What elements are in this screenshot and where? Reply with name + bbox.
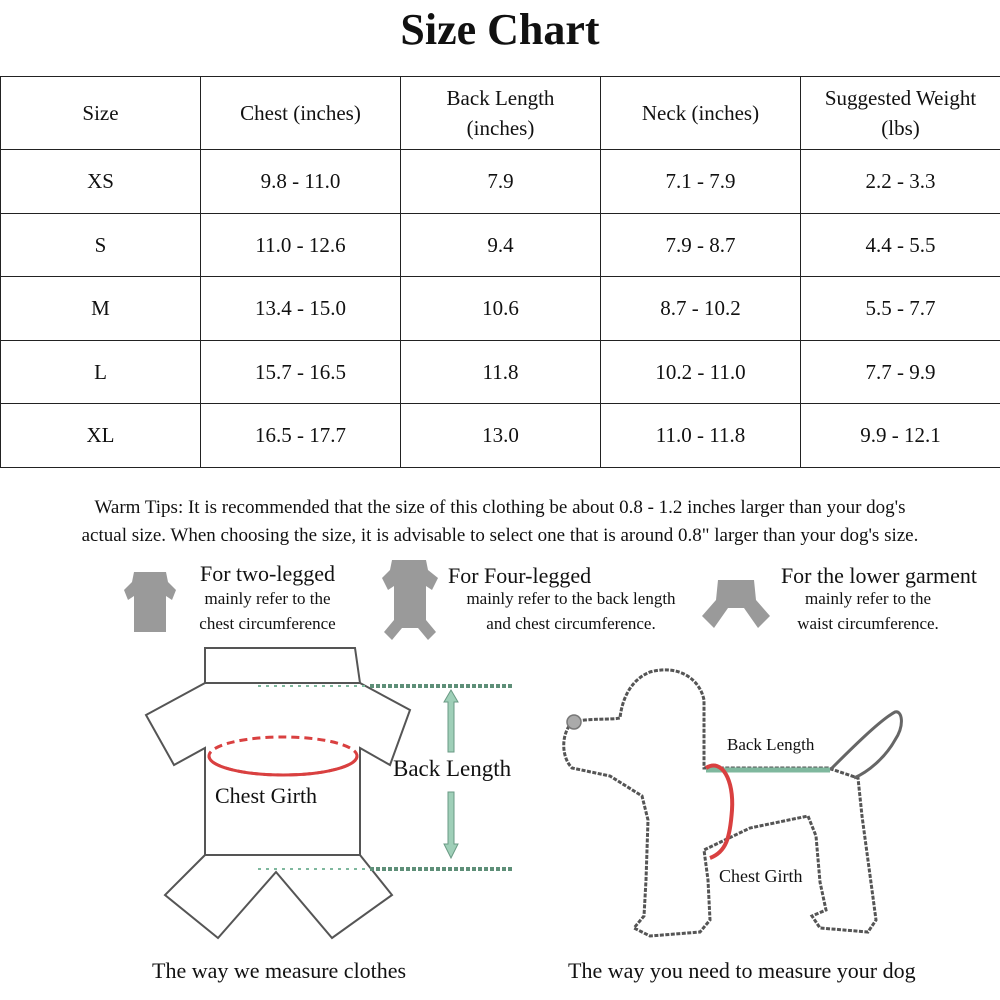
clothes-measure-diagram — [140, 640, 530, 950]
category-four-legged-title: For Four-legged — [448, 563, 592, 588]
page-title: Size Chart — [400, 5, 600, 54]
category-two-legged-sub-2: chest circumference — [199, 614, 336, 633]
cell-size: L — [1, 340, 201, 404]
size-chart-table — [0, 76, 1000, 468]
lower-garment-icon — [700, 578, 772, 632]
cell-size: M — [1, 277, 201, 341]
category-four-legged-sub-2: and chest circumference. — [486, 614, 656, 633]
dog-outline — [564, 670, 876, 936]
cell-size: XL — [1, 404, 201, 468]
header-label: Back Length — [446, 86, 555, 110]
cell-back-length: 11.8 — [401, 340, 601, 404]
header-label-unit: (lbs) — [881, 116, 920, 140]
dog-nose — [567, 715, 581, 729]
table-row — [1, 404, 1000, 468]
cell-chest: 13.4 - 15.0 — [201, 277, 401, 341]
dog-back-length-label: Back Length — [727, 735, 815, 754]
cell-back-length: 13.0 — [401, 404, 601, 468]
cell-weight: 4.4 - 5.5 — [801, 213, 1000, 277]
cell-back-length: 9.4 — [401, 213, 601, 277]
dog-diagram-caption: The way you need to measure your dog — [568, 958, 916, 983]
cell-neck: 7.9 - 8.7 — [601, 213, 801, 277]
warm-tips — [0, 494, 1000, 550]
cell-weight: 9.9 - 12.1 — [801, 404, 1000, 468]
header-label: Size — [82, 101, 119, 125]
clothes-back-length-label: Back Length — [393, 756, 512, 781]
header-label: Neck (inches) — [641, 101, 760, 125]
cell-chest: 15.7 - 16.5 — [201, 340, 401, 404]
body-shape — [146, 683, 410, 855]
category-lower-garment-sub-2: waist circumference. — [797, 614, 939, 633]
header-label: Chest (inches) — [240, 101, 361, 125]
cell-back-length: 7.9 — [401, 150, 601, 214]
warm-tips-line-1: Warm Tips: It is recommended that the size of this clothing be about 0.8 - 1.2 inches larger than your dog's — [94, 497, 906, 518]
header-size — [1, 77, 201, 150]
header-label-unit: (inches) — [466, 116, 535, 140]
cell-chest: 11.0 - 12.6 — [201, 213, 401, 277]
header-chest — [201, 77, 401, 150]
cell-neck: 10.2 - 11.0 — [601, 340, 801, 404]
header-neck — [601, 77, 801, 150]
dog-tail — [830, 712, 901, 778]
category-lower-garment-title: For the lower garment — [780, 563, 978, 588]
cell-weight: 7.7 - 9.9 — [801, 340, 1000, 404]
cell-weight: 2.2 - 3.3 — [801, 150, 1000, 214]
two-legged-garment-icon — [122, 570, 178, 634]
cell-weight: 5.5 - 7.7 — [801, 277, 1000, 341]
table-row — [1, 277, 1000, 341]
collar-shape — [205, 648, 360, 683]
warm-tips-line-2: actual size. When choosing the size, it is advisable to select one that is around 0.8" larger than your dog's size. — [81, 525, 919, 546]
category-four-legged-sub-1: mainly refer to the back length — [466, 589, 676, 608]
header-label: Suggested Weight — [824, 86, 977, 110]
clothes-diagram-caption: The way we measure clothes — [152, 958, 407, 983]
cell-neck: 11.0 - 11.8 — [601, 404, 801, 468]
cell-neck: 8.7 - 10.2 — [601, 277, 801, 341]
cell-back-length: 10.6 — [401, 277, 601, 341]
table-header-row — [1, 77, 1000, 150]
cell-size: XS — [1, 150, 201, 214]
cell-size: S — [1, 213, 201, 277]
cell-chest: 16.5 - 17.7 — [201, 404, 401, 468]
legs-shape — [165, 855, 392, 938]
cell-chest: 9.8 - 11.0 — [201, 150, 401, 214]
dog-measure-diagram — [550, 640, 930, 960]
header-back-length — [401, 77, 601, 150]
cell-neck: 7.1 - 7.9 — [601, 150, 801, 214]
category-two-legged-title: For two-legged — [199, 561, 336, 586]
category-two-legged-sub-1: mainly refer to the — [204, 589, 331, 608]
four-legged-garment-icon — [378, 558, 442, 642]
header-weight — [801, 77, 1000, 150]
table-row — [1, 150, 1000, 214]
table-row — [1, 340, 1000, 404]
dog-chest-girth-label: Chest Girth — [719, 866, 803, 886]
table-row — [1, 213, 1000, 277]
category-lower-garment-sub-1: mainly refer to the — [804, 589, 932, 608]
clothes-chest-girth-label: Chest Girth — [215, 783, 318, 808]
